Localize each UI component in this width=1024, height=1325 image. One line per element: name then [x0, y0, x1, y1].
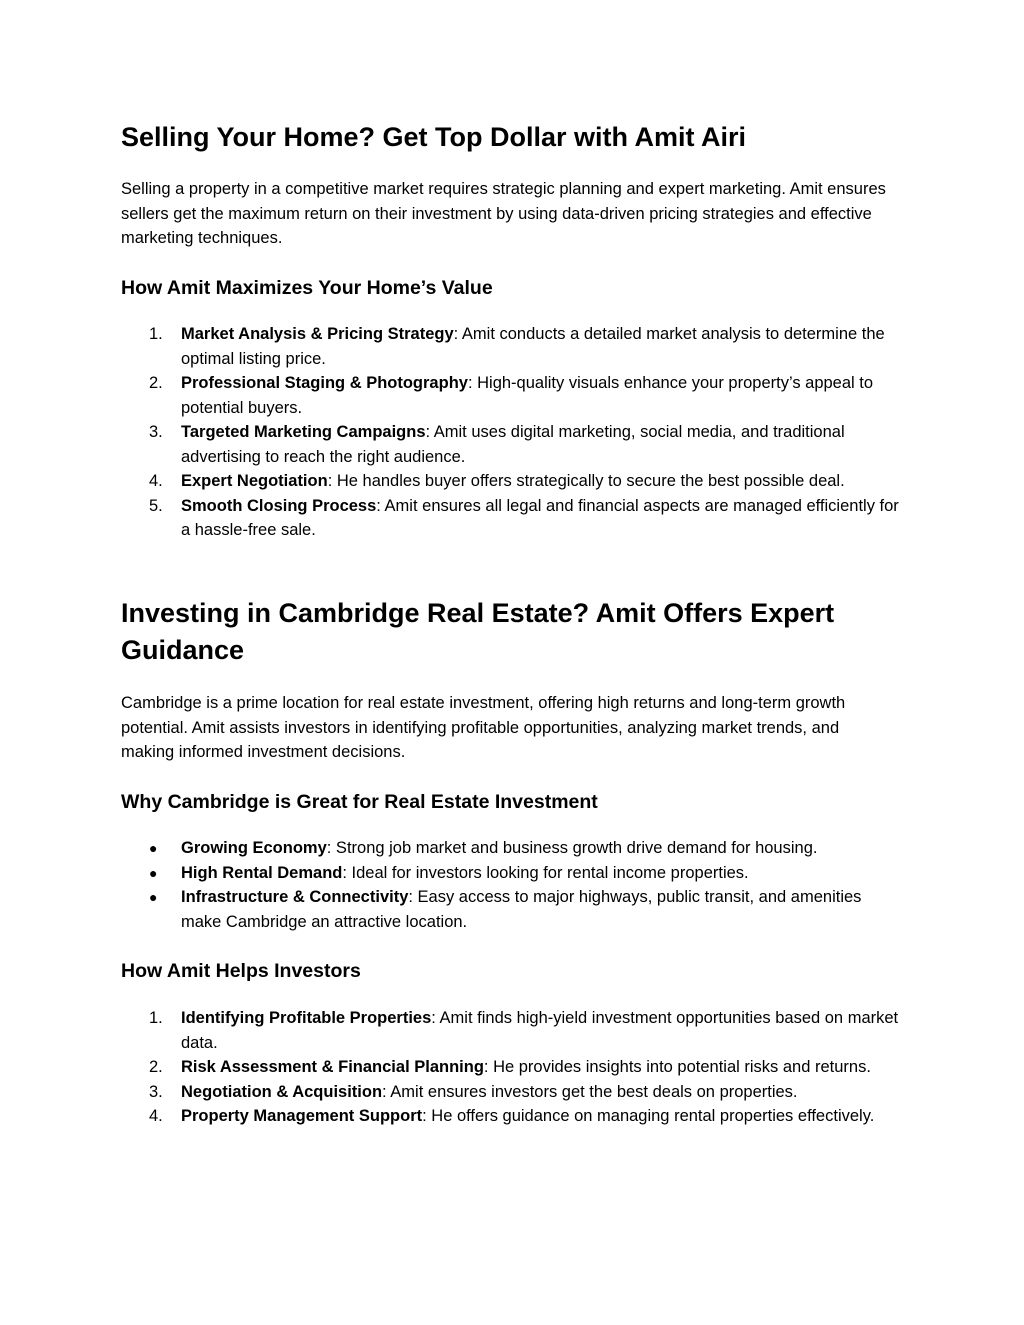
list-item-text: : Amit ensures investors get the best deals on properties.	[382, 1082, 798, 1101]
list-number: 3.	[149, 423, 163, 441]
list-item-term: High Rental Demand	[181, 863, 343, 882]
list-item	[121, 836, 901, 861]
list-item-text: : Amit uses digital marketing, social media, and traditional advertising to reach the right audience.	[181, 423, 845, 466]
list-item	[121, 1080, 901, 1105]
section2-title: Investing in Cambridge Real Estate? Amit Offers Expert Guidance	[121, 598, 835, 665]
list-number: 4.	[149, 472, 163, 490]
bullet-icon: ●	[149, 840, 158, 856]
list-item-term: Professional Staging & Photography	[181, 374, 468, 392]
list-item-term: Identifying Profitable Properties	[181, 1009, 432, 1027]
list-item-text: : Amit ensures all legal and financial aspects are managed efficiently for a hassle-free sale.	[181, 496, 899, 539]
list-item-text: : He offers guidance on managing rental properties effectively.	[422, 1107, 875, 1125]
list-number: 2.	[149, 1058, 163, 1076]
list-item	[121, 1055, 901, 1080]
list-item-term: Expert Negotiation	[181, 472, 328, 490]
section1-intro: Selling a property in a competitive market requires strategic planning and expert marketing. Amit ensures sellers get the maximum return on their investment by using data-driven pricing strategies and effective marketing techniques.	[121, 180, 886, 247]
section2-subheading2: How Amit Helps Investors	[121, 960, 361, 982]
section1-subheading: How Amit Maximizes Your Home’s Value	[121, 277, 493, 299]
list-item-term: Negotiation & Acquisition	[181, 1082, 383, 1101]
section1-title: Selling Your Home? Get Top Dollar with Amit Airi	[121, 122, 747, 152]
list-number: 1.	[149, 1009, 163, 1027]
list-item	[121, 1104, 901, 1129]
list-number: 1.	[149, 325, 163, 343]
bullet-icon: ●	[149, 889, 158, 905]
list-number: 5.	[149, 496, 163, 515]
list-item-term: Property Management Support	[181, 1107, 423, 1125]
list-item	[121, 322, 901, 371]
list-item-text: : Strong job market and business growth drive demand for housing.	[326, 839, 818, 857]
list-item-term: Market Analysis & Pricing Strategy	[181, 325, 454, 343]
list-item-text: : High-quality visuals enhance your property’s appeal to potential buyers.	[181, 374, 874, 417]
list-item-text: : Ideal for investors looking for rental income properties.	[342, 863, 749, 882]
list-item	[121, 885, 901, 934]
list-item-text: : Amit finds high-yield investment opportunities based on market data.	[181, 1009, 899, 1052]
list-item	[121, 469, 901, 494]
list-item	[121, 371, 901, 420]
section2-intro: Cambridge is a prime location for real estate investment, offering high returns and long-term growth potential. Amit assists investors in identifying profitable opportunities, analyzing market trends, and making informed investment decisions.	[121, 694, 846, 761]
list-number: 2.	[149, 374, 163, 392]
investor-help-list	[121, 1006, 901, 1129]
list-item	[121, 494, 901, 543]
list-item-term: Smooth Closing Process	[181, 496, 377, 515]
list-item	[121, 420, 901, 469]
cambridge-benefits-list	[121, 836, 901, 934]
list-item-text: : Amit conducts a detailed market analysis to determine the optimal listing price.	[181, 325, 885, 368]
home-value-list	[121, 322, 901, 543]
list-item-term: Targeted Marketing Campaigns	[181, 423, 426, 441]
list-item-text: : Easy access to major highways, public transit, and amenities make Cambridge an attractive location.	[181, 888, 862, 931]
list-item-text: : He handles buyer offers strategically to secure the best possible deal.	[327, 472, 845, 490]
list-item-term: Risk Assessment & Financial Planning	[181, 1058, 484, 1076]
list-item-term: Growing Economy	[181, 839, 327, 857]
list-item	[121, 1006, 901, 1055]
list-number: 4.	[149, 1107, 163, 1125]
bullet-icon: ●	[149, 864, 158, 881]
list-item-term: Infrastructure & Connectivity	[181, 888, 409, 906]
list-item	[121, 861, 901, 886]
list-item-text: : He provides insights into potential risks and returns.	[483, 1058, 871, 1076]
list-number: 3.	[149, 1082, 163, 1101]
section2-subheading: Why Cambridge is Great for Real Estate Investment	[121, 791, 598, 813]
